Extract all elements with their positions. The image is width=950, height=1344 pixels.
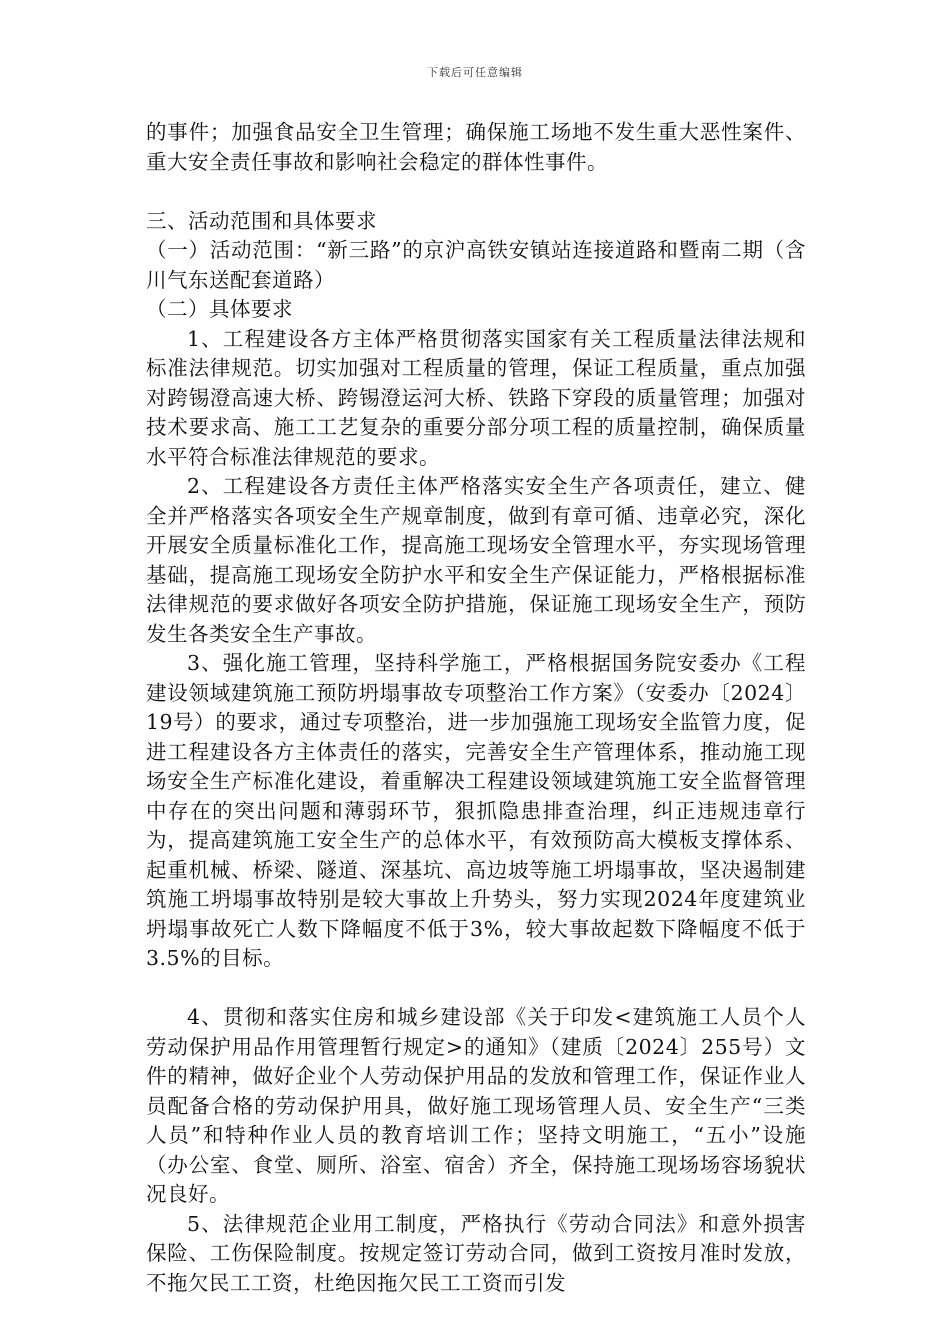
requirement-item-5: 5、法律规范企业用工制度，严格执行《劳动合同法》和意外损害保险、工伤保险制度。按规定签订劳动合同，做到工资按月准时发放，不拖欠民工工资，杜绝因拖欠民工工资而引发 [146,1211,806,1295]
requirement-item-1: 1、工程建设各方主体严格贯彻落实国家有关工程质量法律法规和标准法律规范。切实加强对工程质量的管理，保证工程质量，重点加强对跨锡澄高速大桥、跨锡澄运河大桥、铁路下穿段的质量管理；加强对技术要求高、施工工艺复杂的重要分部分项工程的质量控制，确保质量水平符合标准法律规范的要求。 [146,326,806,469]
paragraph-gap [146,177,806,207]
document-body [146,118,806,1298]
requirement-item-4: 4、贯彻和落实住房和城乡建设部《关于印发<建筑施工人员个人劳动保护用品作用管理暂行规定>的通知》（建质〔2024〕255号）文件的精神，做好企业个人劳动保护用品的发放和管理工作，保证作业人员配备合格的劳动保护用具，做好施工现场管理人员、安全生产“三类人员”和特种作业人员的教育培训工作；坚持文明施工，“五小”设施（办公室、食堂、厕所、浴室、宿舍）齐全，保持施工现场场容场貌状况良好。 [146,1005,806,1206]
paragraph-gap [146,974,806,1004]
requirement-item-2: 2、工程建设各方责任主体严格落实安全生产各项责任，建立、健全并严格落实各项安全生产规章制度，做到有章可循、违章必究，深化开展安全质量标准化工作，提高施工现场安全管理水平，夯实现场管理基础，提高施工现场安全防护水平和安全生产保证能力，严格根据标准法律规范的要求做好各项安全防护措施，保证施工现场安全生产，预防发生各类安全生产事故。 [146,474,806,646]
intro-paragraph: 的事件；加强食品安全卫生管理；确保施工场地不发生重大恶性案件、重大安全责任事故和影响社会稳定的群体性事件。 [146,120,806,174]
requirements-title: （二）具体要求 [146,297,293,321]
section-3-title: 三、活动范围和具体要求 [146,208,377,233]
page-header-note: 下载后可任意编辑 [427,66,523,79]
requirement-item-3: 3、强化施工管理，坚持科学施工，严格根据国务院安委办《工程建设领域建筑施工预防坍塌事故专项整治工作方案》（安委办〔2024〕19号）的要求，通过专项整治，进一步加强施工现场安全监管力度，促进工程建设各方主体责任的落实，完善安全生产管理体系，推动施工现场安全生产标准化建设，着重解决工程建设领域建筑施工安全监督管理中存在的突出问题和薄弱环节，狠抓隐患排查治理，纠正违规违章行为，提高建筑施工安全生产的总体水平，有效预防高大模板支撑体系、起重机械、桥梁、隧道、深基坑、高边坡等施工坍塌事故，坚决遏制建筑施工坍塌事故特别是较大事故上升势头，努力实现2024年度建筑业坍塌事故死亡人数下降幅度不低于3%，较大事故起数下降幅度不低于3.5%的目标。 [146,651,806,970]
activity-scope: （一）活动范围：“新三路”的京沪高铁安镇站连接道路和暨南二期（含川气东送配套道路） [146,238,806,292]
